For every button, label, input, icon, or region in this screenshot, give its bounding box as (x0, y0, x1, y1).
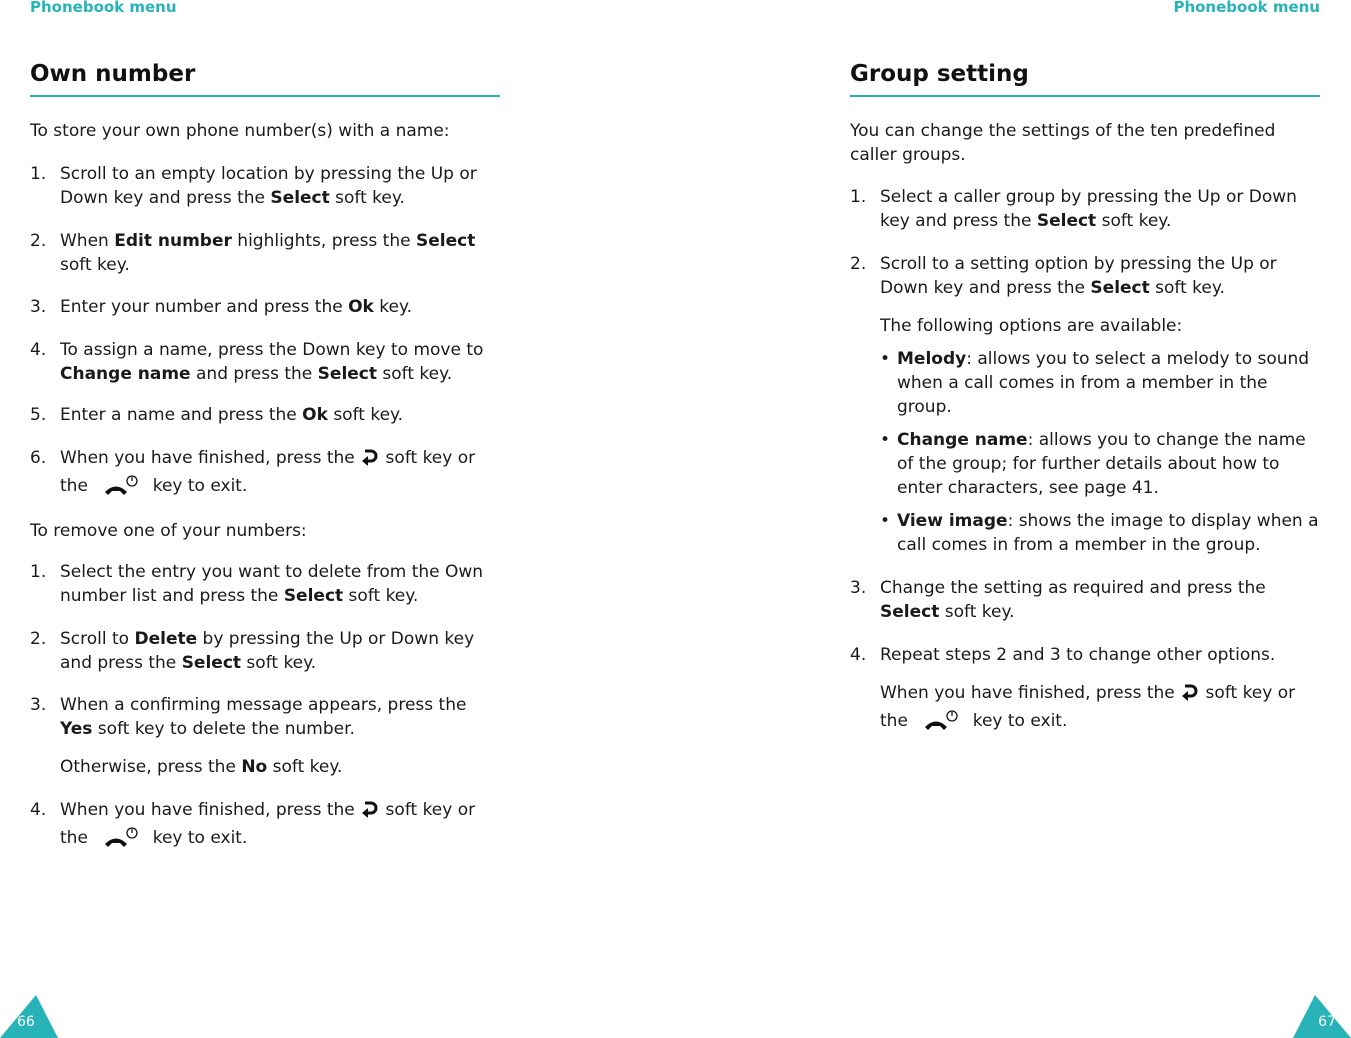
list-item: 2. Scroll to Delete by pressing the Up or Down key and press the Select soft key. (30, 629, 475, 673)
otherwise-text: Otherwise, press the No soft key. (60, 757, 343, 777)
running-header-right: Phonebook menu (1173, 0, 1320, 16)
list-item: • Melody: allows you to select a melody to sound when a call comes in from a member in the group. (880, 349, 1310, 417)
list-item: • Change name: allows you to change the name of the group; for further details about how to enter characters, see page 41. (880, 430, 1306, 498)
remove-intro-text: To remove one of your numbers: (30, 521, 307, 541)
section-title-own-number: Own number (30, 60, 500, 97)
list-item: 2. Scroll to a setting option by pressing the Up or Down key and press the Select soft key. (850, 254, 1277, 298)
end-key-icon (913, 710, 967, 739)
list-item: 1. Select a caller group by pressing the Up or Down key and press the Select soft key. (850, 187, 1297, 231)
right-page (850, 60, 1320, 739)
list-item: 1. Select the entry you want to delete from the Own number list and press the Select soft key. (30, 562, 484, 606)
section-title-group-setting: Group setting (850, 60, 1320, 97)
list-item: 3. Enter your number and press the Ok key. (30, 297, 413, 317)
back-softkey-icon (1180, 682, 1200, 709)
list-item: • View image: shows the image to display when a call comes in from a member in the group. (880, 511, 1319, 555)
back-softkey-icon (360, 799, 380, 826)
left-page (30, 60, 500, 856)
back-softkey-icon (360, 447, 380, 474)
list-item: 5. Enter a name and press the Ok soft key. (30, 405, 404, 425)
intro-text: You can change the settings of the ten predefined caller groups. (850, 121, 1276, 165)
list-item: 1. Scroll to an empty location by pressing the Up or Down key and press the Select soft key. (30, 164, 477, 208)
options-intro-text: The following options are available: (880, 316, 1183, 336)
page-number-left: 66 (17, 1014, 35, 1030)
end-key-icon (93, 827, 147, 856)
list-item: 4. To assign a name, press the Down key to move to Change name and press the Select soft key. (30, 340, 484, 384)
list-item: 2. When Edit number highlights, press the Select soft key. (30, 231, 476, 275)
list-item: 4. Repeat steps 2 and 3 to change other options. (850, 645, 1276, 665)
page-number-right: 67 (1318, 1014, 1336, 1030)
end-key-icon (93, 475, 147, 504)
list-item: 3. When a confirming message appears, press the Yes soft key to delete the number. (30, 695, 467, 739)
list-item: 3. Change the setting as required and press the Select soft key. (850, 578, 1266, 622)
finish-text: When you have finished, press the soft key or the key to exit. (850, 681, 1320, 739)
list-item: 6. When you have finished, press the soft key or the key to exit. (30, 446, 500, 504)
intro-text: To store your own phone number(s) with a name: (30, 121, 450, 141)
list-item: 4. When you have finished, press the soft key or the key to exit. (30, 798, 500, 856)
running-header-left: Phonebook menu (30, 0, 177, 16)
